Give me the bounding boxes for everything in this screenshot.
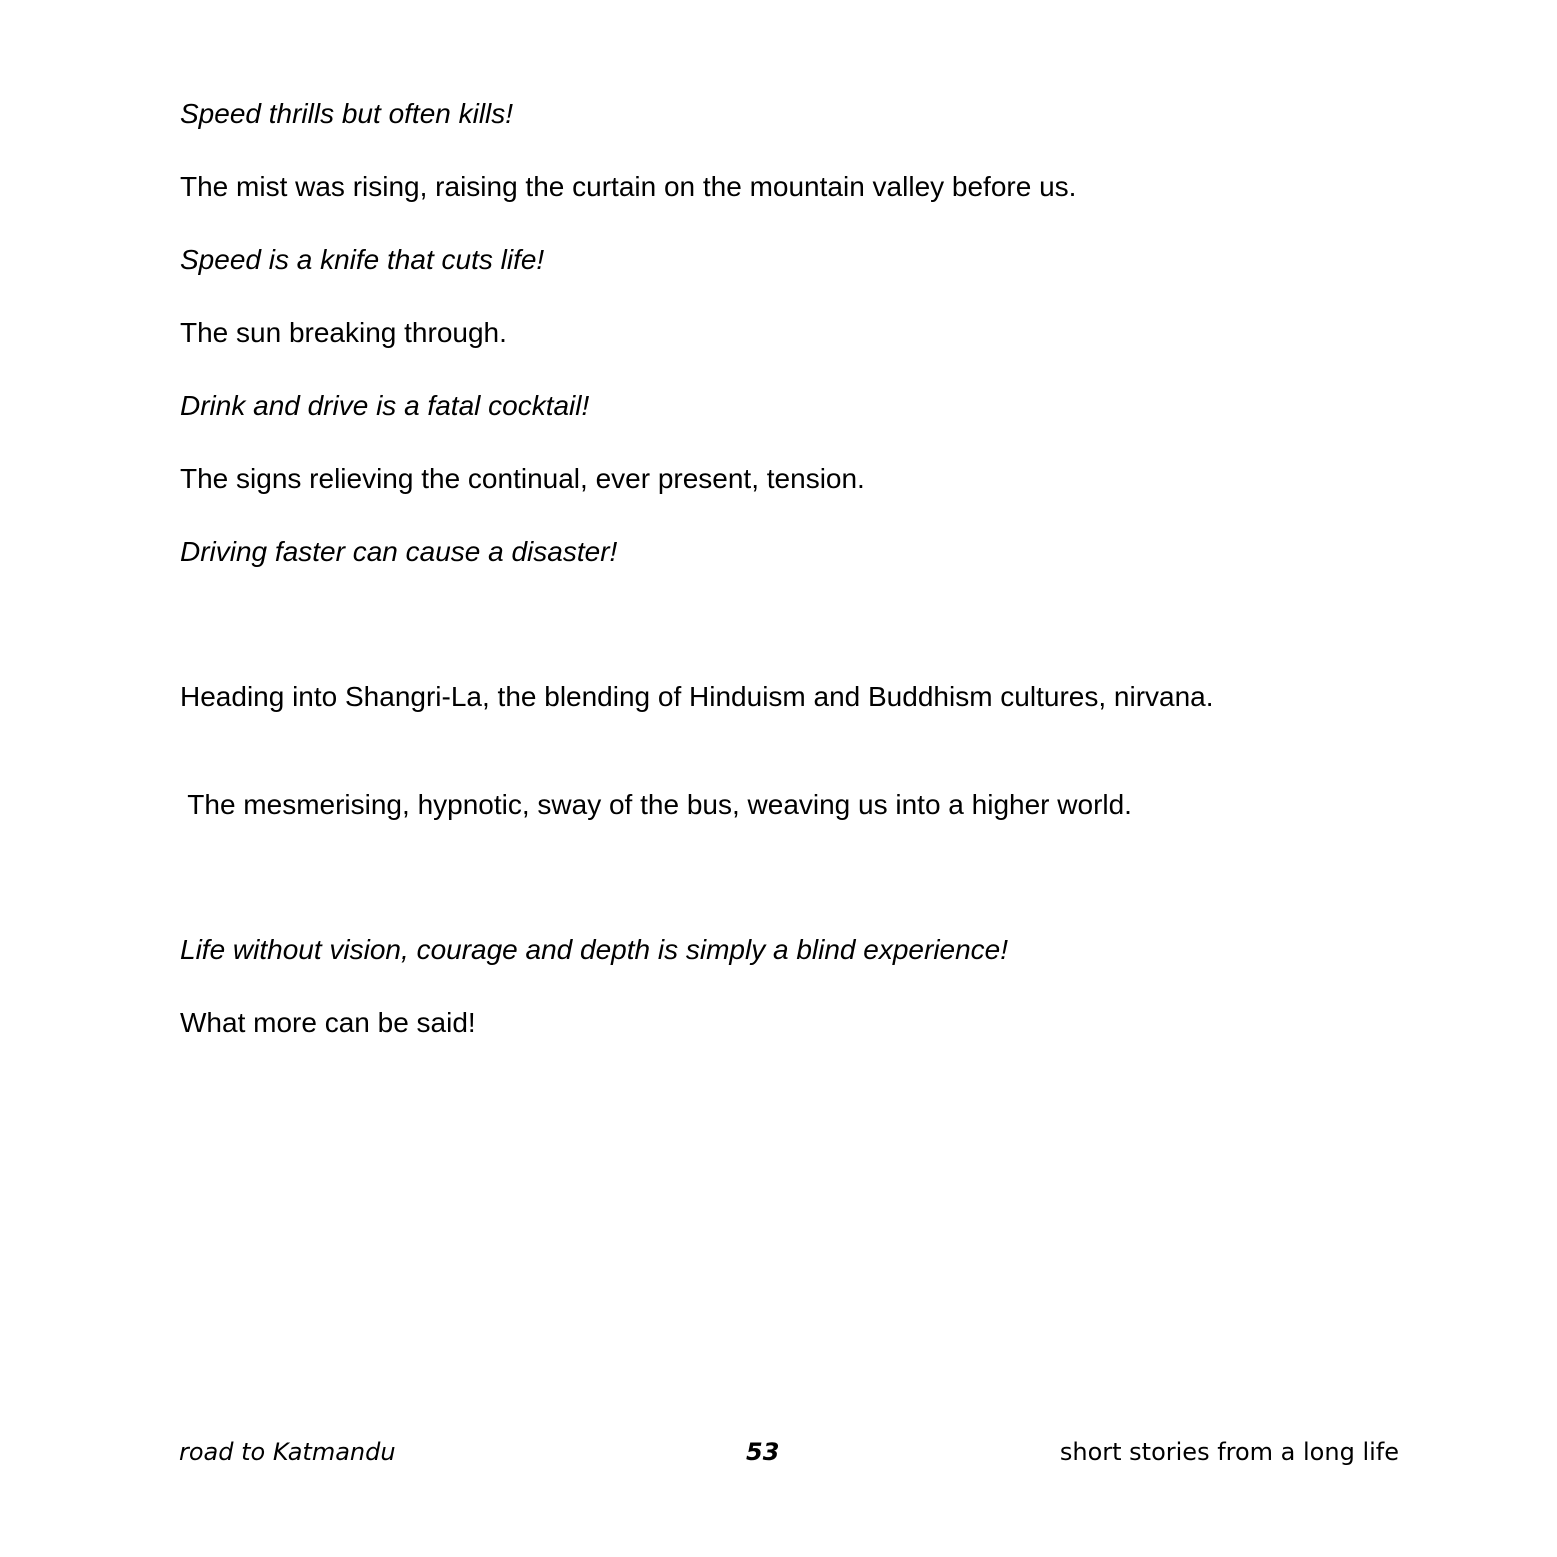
narrative-paragraph: The mist was rising, raising the curtain on the mountain valley before us.	[180, 171, 1077, 202]
slogan-paragraph: Speed thrills but often kills!	[180, 98, 514, 129]
slogan-paragraph: Speed is a knife that cuts life!	[180, 244, 545, 275]
narrative-paragraph: What more can be said!	[180, 1007, 476, 1038]
slogan-paragraph: Drink and drive is a fatal cocktail!	[180, 390, 590, 421]
paragraph-line: The mesmerising, hypnotic, sway of the bus, weaving us into a higher world.	[180, 789, 1132, 820]
page-footer	[0, 1434, 1557, 1470]
footer-book-title: short stories from a long life	[1059, 1438, 1399, 1466]
slogan-paragraph: Life without vision, courage and depth is simply a blind experience!	[180, 934, 1009, 965]
narrative-paragraph: The signs relieving the continual, ever present, tension.	[180, 463, 865, 494]
paragraph-line: Heading into Shangri-La, the blending of Hinduism and Buddhism cultures, nirvana.	[180, 681, 1214, 712]
narrative-paragraph	[180, 607, 1420, 895]
narrative-paragraph: The sun breaking through.	[180, 317, 507, 348]
page-number: 53	[746, 1438, 780, 1466]
footer-story-title: road to Katmandu	[179, 1438, 396, 1466]
slogan-paragraph: Driving faster can cause a disaster!	[180, 536, 618, 567]
page-body	[180, 96, 1420, 1078]
